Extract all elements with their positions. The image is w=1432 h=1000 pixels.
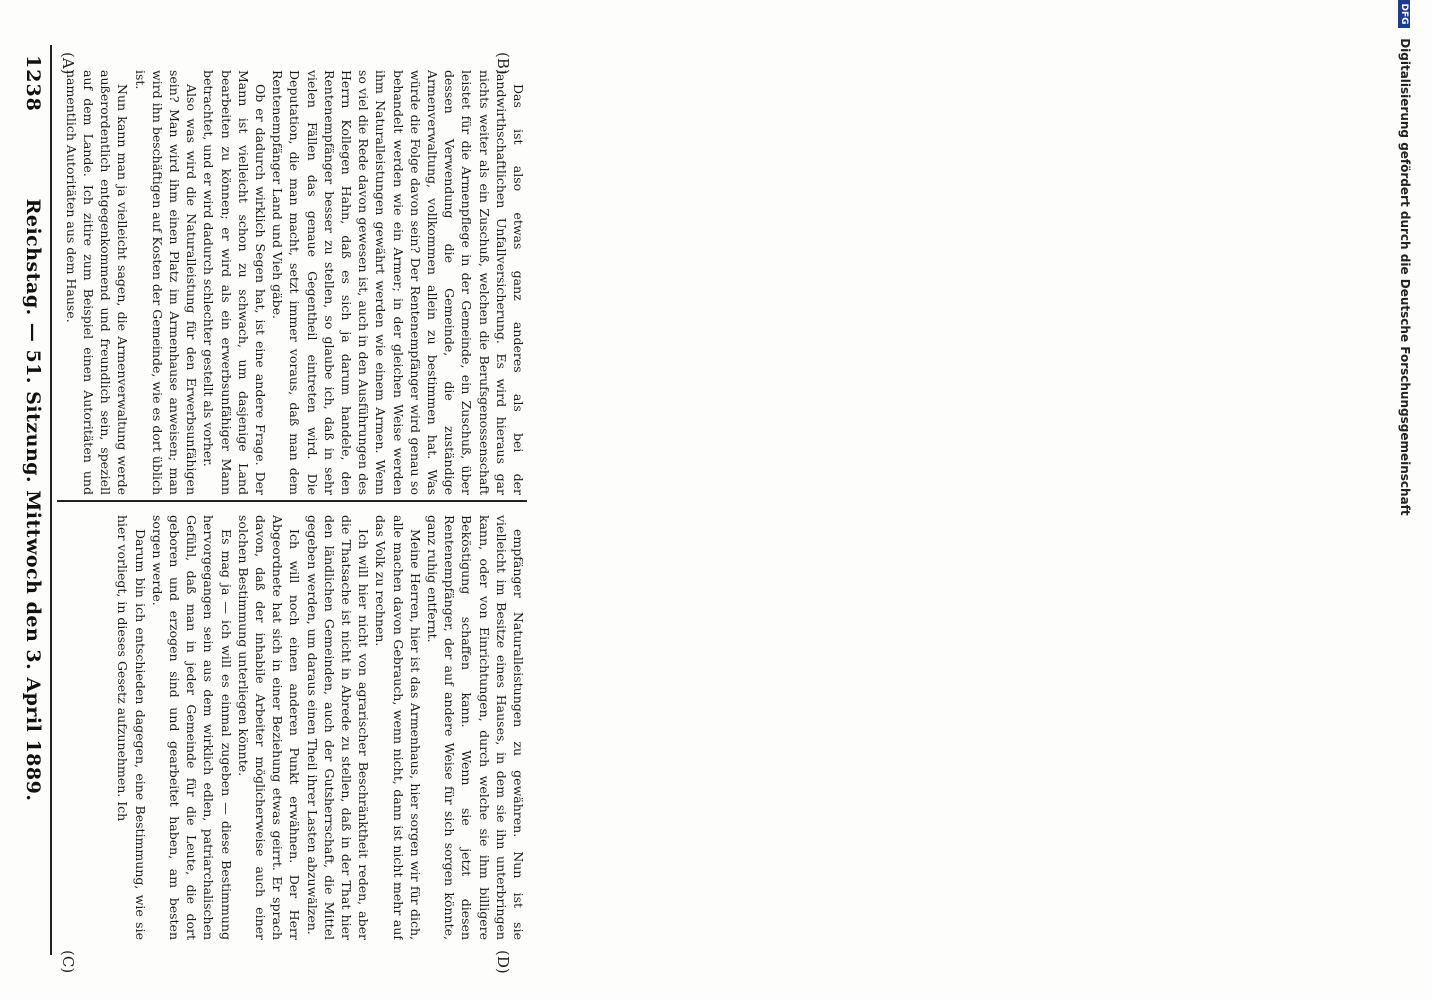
paragraph: Also was wird die Naturalleistung für den Erwerbsunfähigen sein? Man wird ihm einen Platz im Armenhause anweisen; man wird ihn beschäftigen auf Kosten der Gemeinde, wie es dort üblich ist. [132, 70, 200, 495]
paragraph: Nun kann man ja vielleicht sagen, die Armenverwaltung werde außerordentlich entgegenkommend und freundlich sein, speziell auf dem Lande. Ich zitire zum Beispiel einen Autoritäten und namentlich Autoritäten aus dem Hause. [63, 70, 131, 495]
column-rule [57, 500, 527, 502]
paragraph: Ich will noch einen anderen Punkt erwähnen. Der Herr Abgeordnete hat sich in einer Beziehung etwas geirrt. Er sprach davon, daß der inhabile Arbeiter möglicherweise auch einer solchen Bestimmung unterliegen könnte. [235, 515, 303, 940]
text-column-left [62, 70, 527, 495]
page-number: 1238 [22, 55, 44, 112]
paragraph: Es mag ja — ich will es einmal zugeben — diese Bestimmung hervorgegangen sein aus dem wirklich edlen, patriarchalischen Gefühl, daß man in jeder Gemeinde für die Leute, die dort geboren und erzogen sind und gearbeitet haben, am besten sorgen werde. [149, 515, 234, 940]
marker-b: (B) [494, 52, 512, 75]
paragraph: Ob er dadurch wirklich Segen hat, ist eine andere Frage. Der Mann ist vielleicht schon zu schwach, um dasjenige Land bearbeiten zu können; er wird als ein erwerbsunfähiger Mann betrachtet, und er wird dadurch schlechter gestellt als vorher. [201, 70, 268, 495]
dfg-logo: DFG [1399, 0, 1411, 28]
marker-c: (C) [59, 950, 77, 974]
paragraph [62, 70, 63, 495]
marker-d: (D) [494, 950, 512, 974]
marker-a: (A) [59, 52, 77, 75]
text-column-right [62, 515, 527, 940]
paragraph: Darum bin ich entschieden dagegen, eine Bestimmung, wie sie hier vorliegt, in dieses Gesetz aufzunehmen. Ich [115, 515, 148, 940]
header-rule [50, 45, 52, 955]
paragraph: Meine Herren, hier ist das Armenhaus, hier sorgen wir für dich, alle machen davon Gebrauch, wenn nicht, dann ist nicht mehr auf das Volk zu rechnen. [373, 515, 423, 940]
paragraph: empfänger Naturalleistungen zu gewähren. Nun ist sie vielleicht im Besitze eines Hauses, in dem sie ihn unterbringen kann, oder von Einrichtungen, durch welche sie ihm billigere Beköstigung schaffen kann. Wenn sie jetzt diesen Rentenempfänger, der auf andere Weise für sich sorgen könnte, ganz ruhig entfernt. [424, 515, 526, 940]
digitization-footer [1398, 0, 1412, 1000]
running-head: Reichstag. — 51. Sitzung. Mittwoch den 3. April 1889. [22, 198, 44, 802]
footer-text: Digitalisierung gefördert durch die Deutsche Forschungsgemeinschaft [1398, 38, 1412, 516]
paragraph: Das ist also etwas ganz anderes als bei der landwirthschaftlichen Unfallversicherung. Es wird hieraus gar nichts weiter als ein Zuschuß, welchen die Berufsgenossenschaft leistet für die Armenpflege in der Gemeinde, ein Zuschuß, über dessen Verwendung die Gemeinde, die zuständige Armenverwaltung, vollkommen allein zu bestimmen hat. Was würde die Folge davon sein? Der Rentenempfänger wird genau so behandelt werden wie ein Armer; in der gleichen Weise werden ihm Naturalleistungen gewährt werden wie einem Armen. Wenn so viel die Rede davon gewesen ist, auch in den Ausführungen des Herrn Kollegen Hahn, daß es sich ja darum handele, den Rentenempfänger besser zu stellen, so glaube ich, daß in sehr vielen Fällen das genaue Gegentheil eintreten wird. Die Deputation, die man macht, setzt immer voraus, daß man dem Rentenempfänger Land und Vieh gäbe. [270, 70, 526, 495]
paragraph: Ich will hier nicht von agrarischer Beschränktheit reden, aber die Thatsache ist nicht in Abrede zu stellen, daß in der That hier den ländlichen Gemeinden, auch der Gutsherrschaft, die Mittel gegeben werden, um daraus einen Theil ihrer Lasten abzuwälzen. [304, 515, 372, 940]
